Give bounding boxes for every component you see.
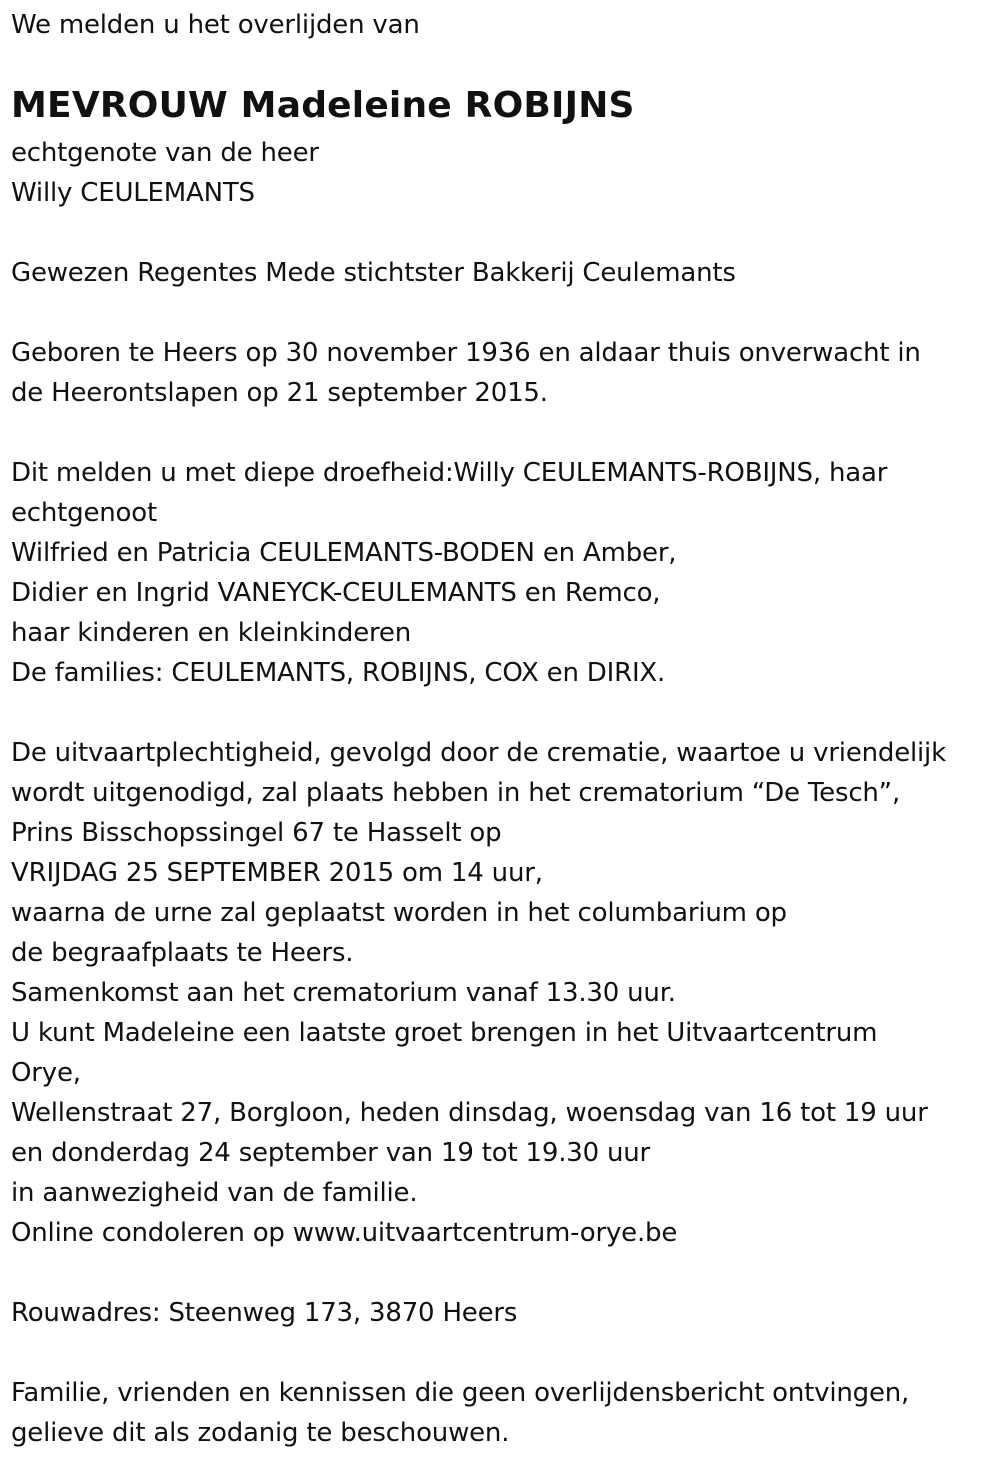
- address-block: [11, 1293, 1000, 1333]
- ceremony-line: in aanwezigheid van de familie.: [11, 1178, 418, 1208]
- address-line: Rouwadres: Steenweg 173, 3870 Heers: [11, 1298, 518, 1328]
- ceremony-line: de begraafplaats te Heers.: [11, 938, 354, 968]
- spouse-line: echtgenote van de heer: [11, 138, 319, 168]
- birth-death-line: Geboren te Heers op 30 november 1936 en aldaar thuis onverwacht in: [11, 338, 921, 368]
- family-line: Dit melden u met diepe droefheid:Willy CEULEMANTS-ROBIJNS, haar: [11, 458, 888, 488]
- ceremony-line: Samenkomst aan het crematorium vanaf 13.30 uur.: [11, 978, 676, 1008]
- ceremony-line: De uitvaartplechtigheid, gevolgd door de crematie, waartoe u vriendelijk: [11, 738, 946, 768]
- ceremony-line: VRIJDAG 25 SEPTEMBER 2015 om 14 uur,: [11, 858, 543, 888]
- condolence-website[interactable]: Online condoleren op www.uitvaartcentrum-orye.be: [11, 1218, 678, 1248]
- birth-death-line: de Heerontslapen op 21 september 2015.: [11, 378, 548, 408]
- spouse-block: [11, 133, 1000, 213]
- birth-death-block: [11, 333, 1000, 413]
- closing-line: gelieve dit als zodanig te beschouwen.: [11, 1418, 510, 1448]
- occupation-block: [11, 253, 1000, 293]
- ceremony-line: wordt uitgenodigd, zal plaats hebben in het crematorium “De Tesch”,: [11, 778, 901, 808]
- ceremony-line: Wellenstraat 27, Borgloon, heden dinsdag, woensdag van 16 tot 19 uur: [11, 1098, 928, 1128]
- family-block: [11, 453, 1000, 693]
- ceremony-line: waarna de urne zal geplaatst worden in het columbarium op: [11, 898, 787, 928]
- family-line: echtgenoot: [11, 498, 157, 528]
- deceased-name: MEVROUW Madeleine ROBIJNS: [11, 85, 635, 126]
- ceremony-line: Prins Bisschopssingel 67 te Hasselt op: [11, 818, 502, 848]
- family-line: haar kinderen en kleinkinderen: [11, 618, 411, 648]
- closing-line: Familie, vrienden en kennissen die geen overlijdensbericht ontvingen,: [11, 1378, 910, 1408]
- family-line: Wilfried en Patricia CEULEMANTS-BODEN en Amber,: [11, 538, 677, 568]
- closing-block: [11, 1373, 1000, 1453]
- intro-text: We melden u het overlijden van: [11, 10, 420, 40]
- ceremony-block: [11, 733, 1000, 1253]
- family-line: Didier en Ingrid VANEYCK-CEULEMANTS en Remco,: [11, 578, 661, 608]
- ceremony-line: en donderdag 24 september van 19 tot 19.30 uur: [11, 1138, 651, 1168]
- ceremony-line: Orye,: [11, 1058, 81, 1088]
- occupation-line: Gewezen Regentes Mede stichtster Bakkerij Ceulemants: [11, 258, 736, 288]
- ceremony-line: U kunt Madeleine een laatste groet brengen in het Uitvaartcentrum: [11, 1018, 878, 1048]
- spouse-line: Willy CEULEMANTS: [11, 178, 255, 208]
- family-line: De families: CEULEMANTS, ROBIJNS, COX en DIRIX.: [11, 658, 666, 688]
